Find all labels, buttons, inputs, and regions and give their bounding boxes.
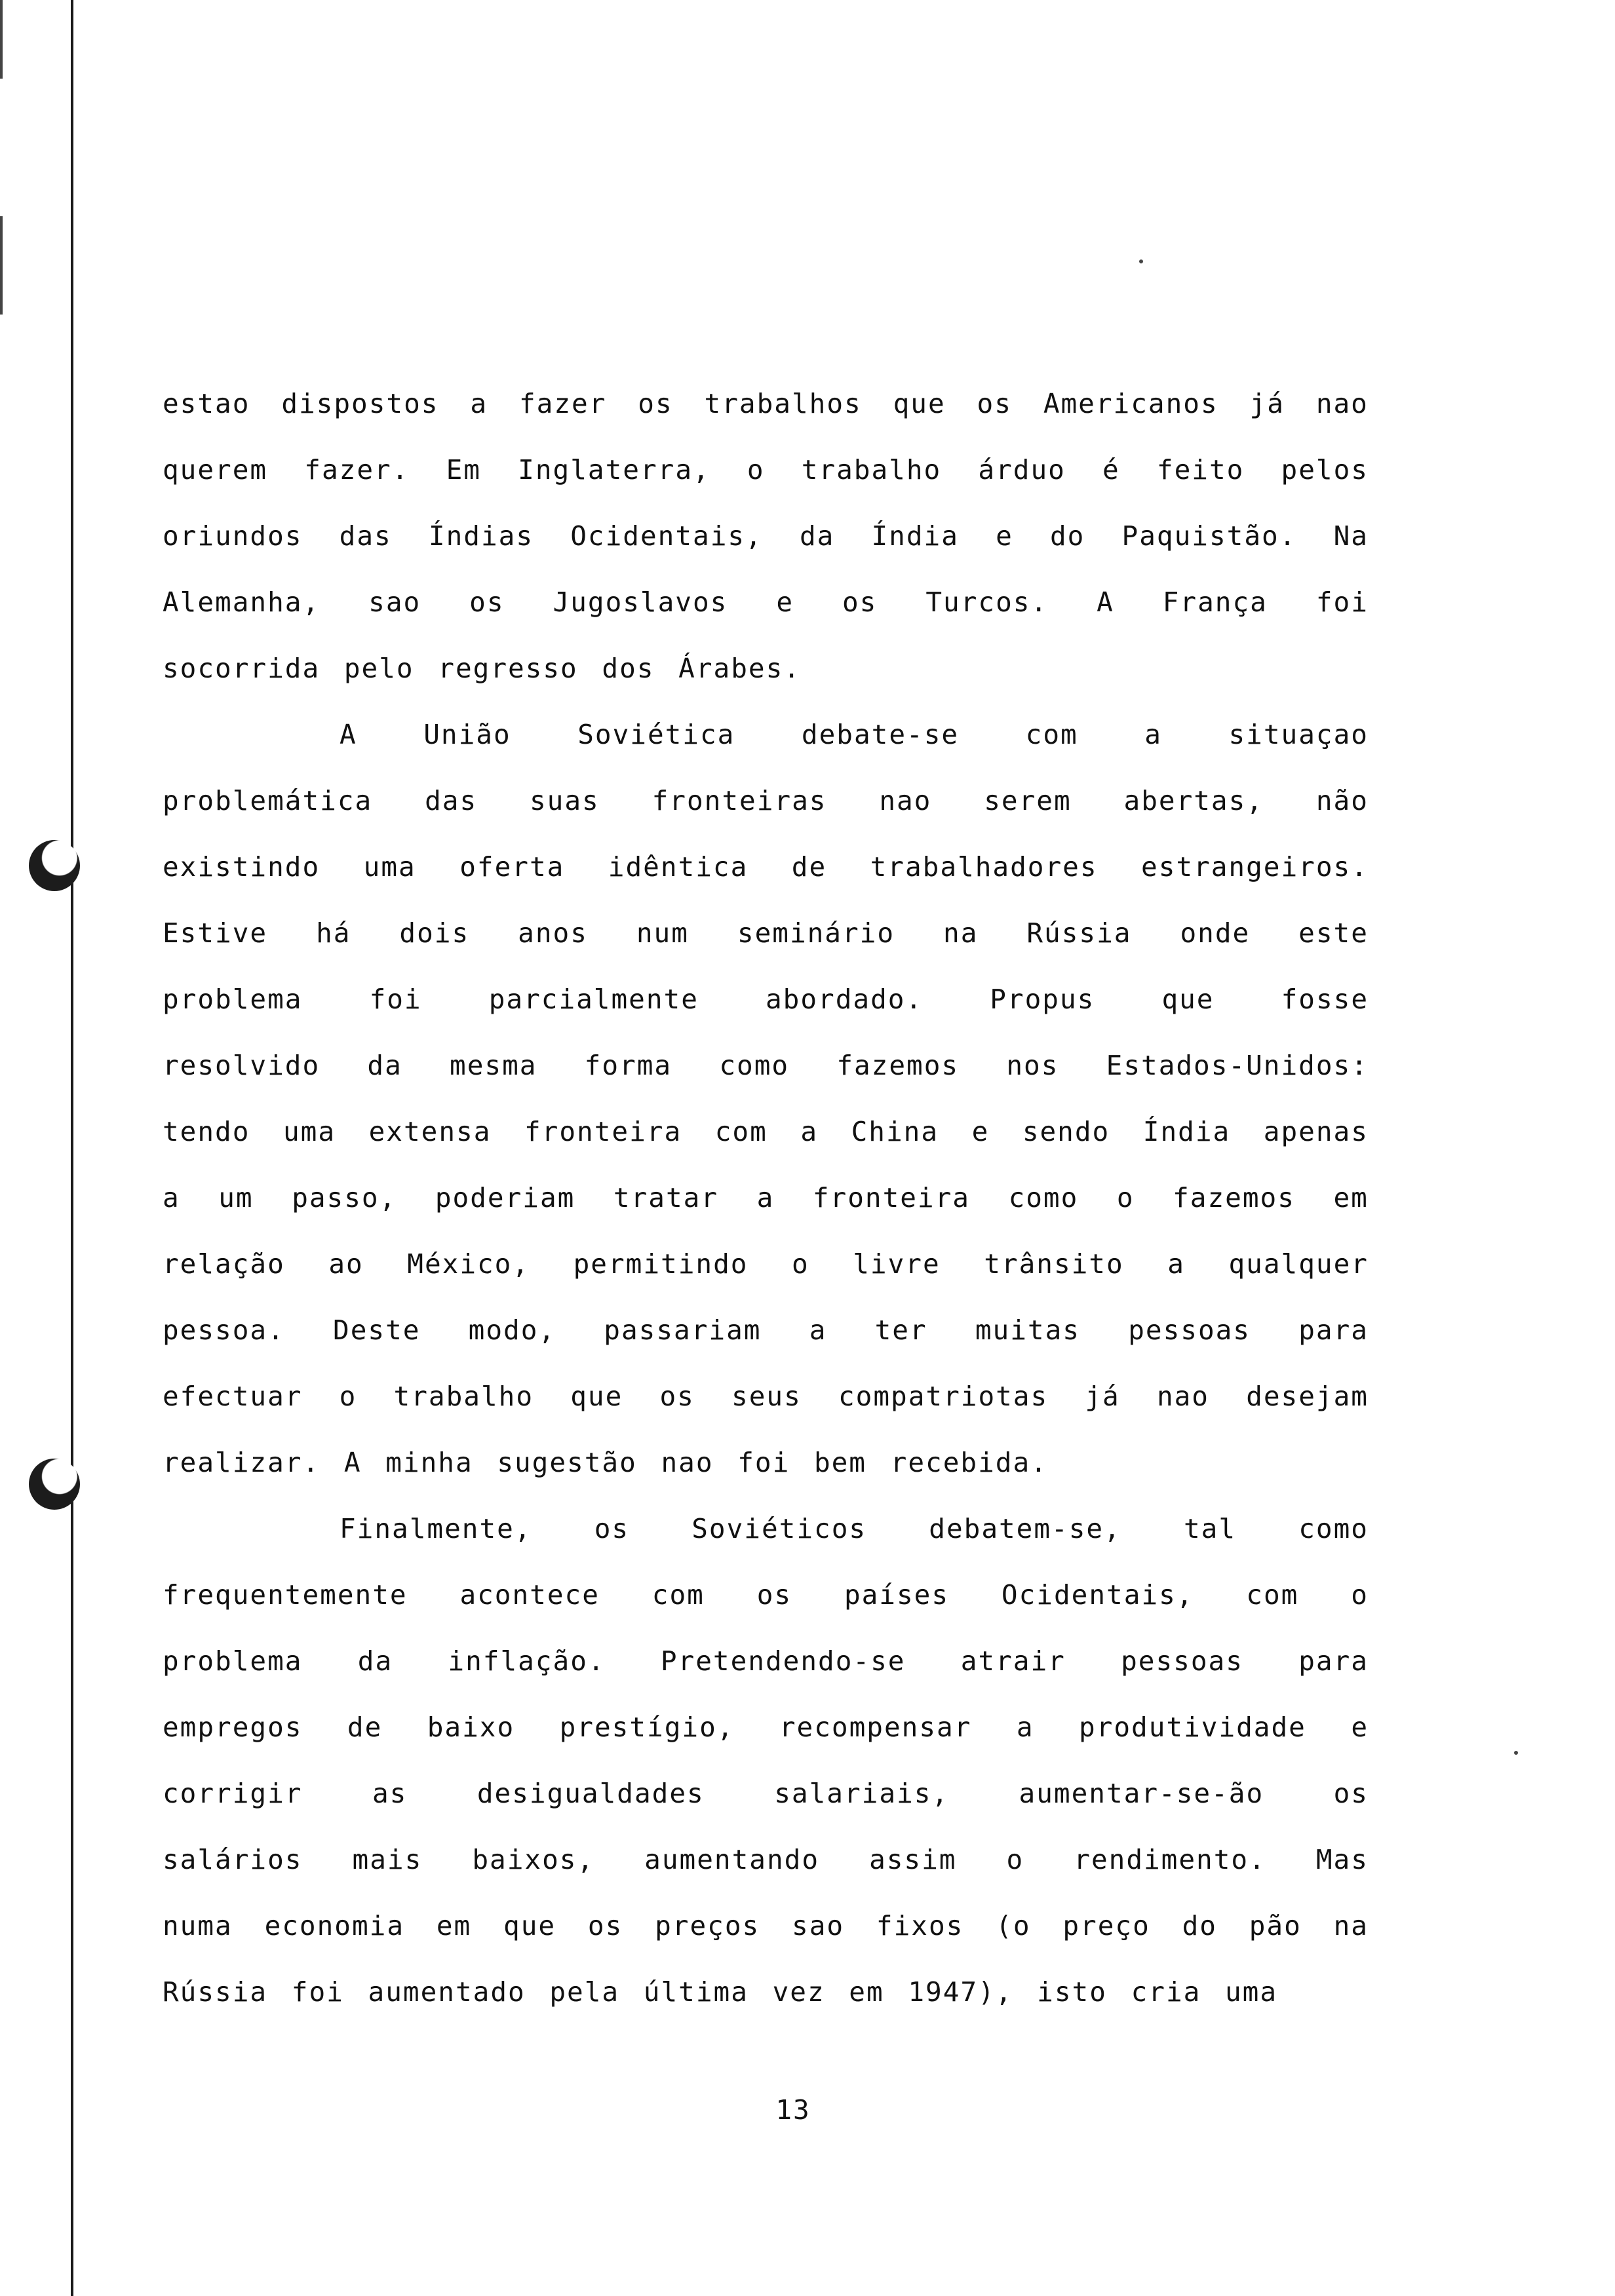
binding-line (71, 0, 73, 2296)
document-body (163, 371, 1369, 2025)
edge-mark (0, 0, 3, 79)
text-line: problema da inflação. Pretendendo-se atrair pessoas para (163, 1645, 1369, 1677)
text-line: Finalmente, os Soviéticos debatem-se, tal como (340, 1513, 1369, 1544)
text-line: estao dispostos a fazer os trabalhos que os Americanos já nao (163, 388, 1369, 419)
text-line: existindo uma oferta idêntica de trabalhadores estrangeiros. (163, 851, 1369, 883)
text-line: empregos de baixo prestígio, recompensar a produtividade e (163, 1712, 1369, 1743)
page-number: 13 (775, 2094, 811, 2126)
text-line: pessoa. Deste modo, passariam a ter muitas pessoas para (163, 1314, 1369, 1346)
paragraph (163, 702, 1369, 1496)
punch-hole (29, 840, 80, 891)
text-line: Rússia foi aumentado pela última vez em 1947), isto cria uma (163, 1976, 1278, 2008)
scan-speck (1139, 259, 1143, 263)
scan-speck (1514, 1751, 1518, 1755)
text-line: querem fazer. Em Inglaterra, o trabalho árduo é feito pelos (163, 454, 1369, 486)
text-line: oriundos das Índias Ocidentais, da Índia e do Paquistão. Na (163, 520, 1369, 552)
text-line: Alemanha, sao os Jugoslavos e os Turcos. A França foi (163, 586, 1369, 618)
text-line: salários mais baixos, aumentando assim o rendimento. Mas (163, 1844, 1369, 1875)
text-line: Estive há dois anos num seminário na Rússia onde este (163, 917, 1369, 949)
text-line: resolvido da mesma forma como fazemos nos Estados-Unidos: (163, 1050, 1369, 1081)
text-line: numa economia em que os preços sao fixos (o preço do pão na (163, 1910, 1369, 1942)
edge-mark (0, 216, 3, 315)
text-line: A União Soviética debate-se com a situaçao (340, 719, 1369, 750)
paragraph (163, 371, 1369, 702)
text-line: relação ao México, permitindo o livre trânsito a qualquer (163, 1248, 1369, 1280)
text-line: corrigir as desigualdades salariais, aumentar-se-ão os (163, 1778, 1369, 1809)
text-line: realizar. A minha sugestão nao foi bem recebida. (163, 1447, 1048, 1478)
text-line: tendo uma extensa fronteira com a China e sendo Índia apenas (163, 1116, 1369, 1147)
text-line: socorrida pelo regresso dos Árabes. (163, 653, 801, 684)
punch-hole (29, 1459, 80, 1510)
text-line: problemática das suas fronteiras nao serem abertas, não (163, 785, 1369, 816)
paragraph (163, 1496, 1369, 2025)
text-line: problema foi parcialmente abordado. Propus que fosse (163, 984, 1369, 1015)
text-line: efectuar o trabalho que os seus compatriotas já nao desejam (163, 1381, 1369, 1412)
text-line: frequentemente acontece com os países Ocidentais, com o (163, 1579, 1369, 1611)
text-line: a um passo, poderiam tratar a fronteira como o fazemos em (163, 1182, 1369, 1214)
